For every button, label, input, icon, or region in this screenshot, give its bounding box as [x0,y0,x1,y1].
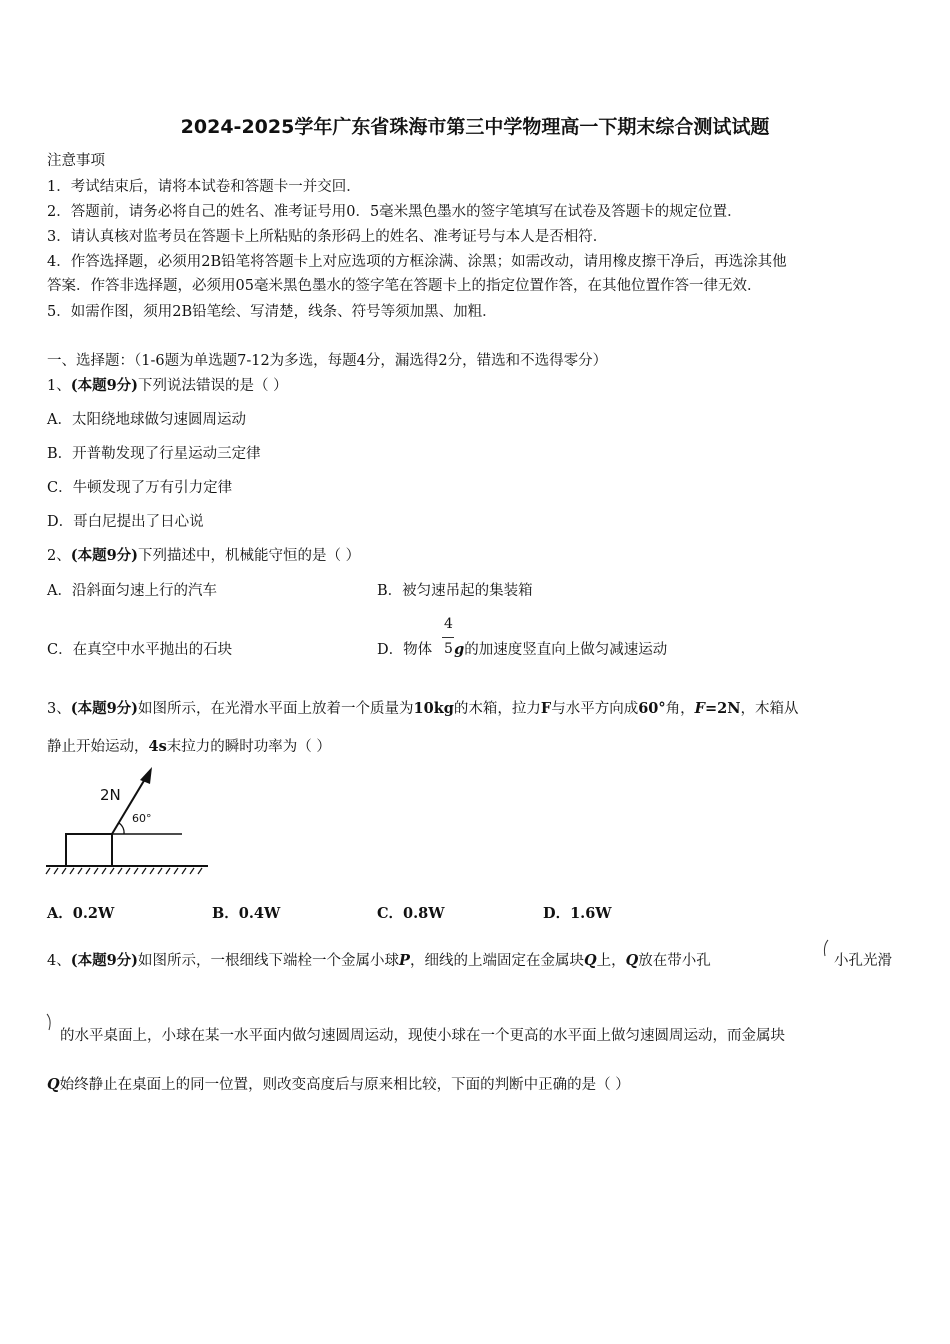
q4-text-a: 如图所示，一根细线下端栓一个金属小球 [138,953,400,969]
q3-text-c: 与水平方向成 [551,701,639,717]
q3-force-symbol: F [540,700,552,717]
question-number: 4、 [47,953,71,969]
question-score: (本题9分) [70,700,139,717]
section-heading: 一、选择题：（1-6题为单选题7-12为多选，每题4分，漏选得2分，错选和不选得零分） [47,353,608,369]
question-score: (本题9分) [70,377,139,394]
open-paren-glyph [820,938,832,960]
notice-item-1: 1．考试结束后，请将本试卷和答题卡一并交回． [47,179,361,195]
question-4-stem-line-1 [47,951,711,971]
q3-text-b: 的木箱，拉力 [453,701,541,717]
notice-item-5: 5．如需作图，须用2B铅笔绘、写清楚，线条、符号等须加黑、加粗． [47,304,497,320]
q3-text-f: 静止开始运动， [47,739,149,755]
question-4-stem-line-2: 的水平桌面上，小球在某一水平面内做匀速圆周运动，现使小球在一个更高的水平面上做匀速圆周运动，而金属块 [60,1028,785,1044]
q3-option-b: B．0.4W [212,905,281,922]
q1-option-b: B．开普勒发现了行星运动三定律 [47,446,261,462]
question-1-stem [47,376,288,396]
notice-item-2: 2．答题前，请务必将自己的姓名、准考证号用0．5毫米黑色墨水的签字笔填写在试卷及答题卡的规定位置． [47,204,742,220]
q3-time: 4s [148,738,167,755]
page-title: 2024-2025学年广东省珠海市第三中学物理高一下期末综合测试试题 [180,116,770,138]
q3-force-symbol-2: F [694,700,705,717]
question-text: 下列描述中，机械能守恒的是（ ） [138,548,361,564]
q3-text-d: 角， [665,701,695,717]
question-score: (本题9分) [70,547,139,564]
q1-option-a: A．太阳绕地球做匀速圆周运动 [47,412,246,428]
angle-label: 60° [132,812,152,825]
q1-option-c: C．牛顿发现了万有引力定律 [47,480,233,496]
notice-item-4-cont: 答案．作答非选择题，必须用05毫米黑色墨水的签字笔在答题卡上的指定位置作答，在其他位置作答一律无效． [47,278,762,294]
question-3-stem-line-1 [47,699,798,719]
question-number: 1、 [47,378,71,394]
question-score: (本题9分) [70,952,139,969]
q4-block-symbol-2: Q [625,952,639,969]
question-3-stem-line-2 [47,737,331,757]
question-number: 2、 [47,548,71,564]
fraction-bar [442,637,454,638]
q3-angle: 60° [638,700,666,717]
q4-block-symbol-3: Q [47,1076,60,1093]
q3-option-c: C．0.8W [377,905,445,922]
fraction-denominator: 5 [444,641,453,657]
force-label: 2N [100,786,121,804]
q4-text-f: 始终静止在桌面上的同一位置，则改变高度后与原来相比较，下面的判断中正确的是（ ） [59,1077,630,1093]
q3-option-d: D．1.6W [543,905,612,922]
question-text: 下列说法错误的是（ ） [138,378,288,394]
q3-text-g: 末拉力的瞬时功率为（ ） [166,739,331,755]
q4-text-c: 上， [596,953,626,969]
question-2-stem [47,546,360,566]
q2-option-a: A．沿斜面匀速上行的汽车 [47,583,217,599]
gravity-symbol: g [454,641,465,658]
close-paren-glyph [44,1012,56,1034]
box-force-diagram [44,762,214,880]
q2-option-c: C．在真空中水平抛出的石块 [47,642,233,658]
q2-option-b: B．被匀速吊起的集装箱 [377,583,533,599]
question-4-stem-line-3 [47,1075,630,1095]
fraction-numerator: 4 [444,616,453,632]
notice-item-4: 4．作答选择题，必须用2B铅笔将答题卡上对应选项的方框涂满、涂黑；如需改动，请用橡皮擦干净后，再选涂其他 [47,254,787,270]
question-number: 3、 [47,701,71,717]
q3-force-value: =2N [704,700,741,717]
q4-text-e: 小孔光滑 [834,953,892,969]
option-d-suffix: 的加速度竖直向上做匀减速运动 [464,642,668,658]
q4-text-d: 放在带小孔 [638,953,711,969]
q3-text-a: 如图所示，在光滑水平面上放着一个质量为 [138,701,414,717]
q4-ball-symbol: P [399,952,410,969]
q3-option-a: A．0.2W [47,905,115,922]
notice-item-3: 3．请认真核对监考员在答题卡上所粘贴的条形码上的姓名、准考证号与本人是否相符． [47,229,608,245]
q4-block-symbol: Q [583,952,597,969]
notice-heading: 注意事项 [47,153,105,169]
option-d-prefix: D．物体 [377,642,433,658]
q1-option-d: D．哥白尼提出了日心说 [47,514,204,530]
q2-option-d [377,640,667,660]
q3-mass: 10kg [413,700,454,717]
q4-text-b: ，细线的上端固定在金属块 [409,953,584,969]
q3-text-e: ，木箱从 [740,701,799,717]
